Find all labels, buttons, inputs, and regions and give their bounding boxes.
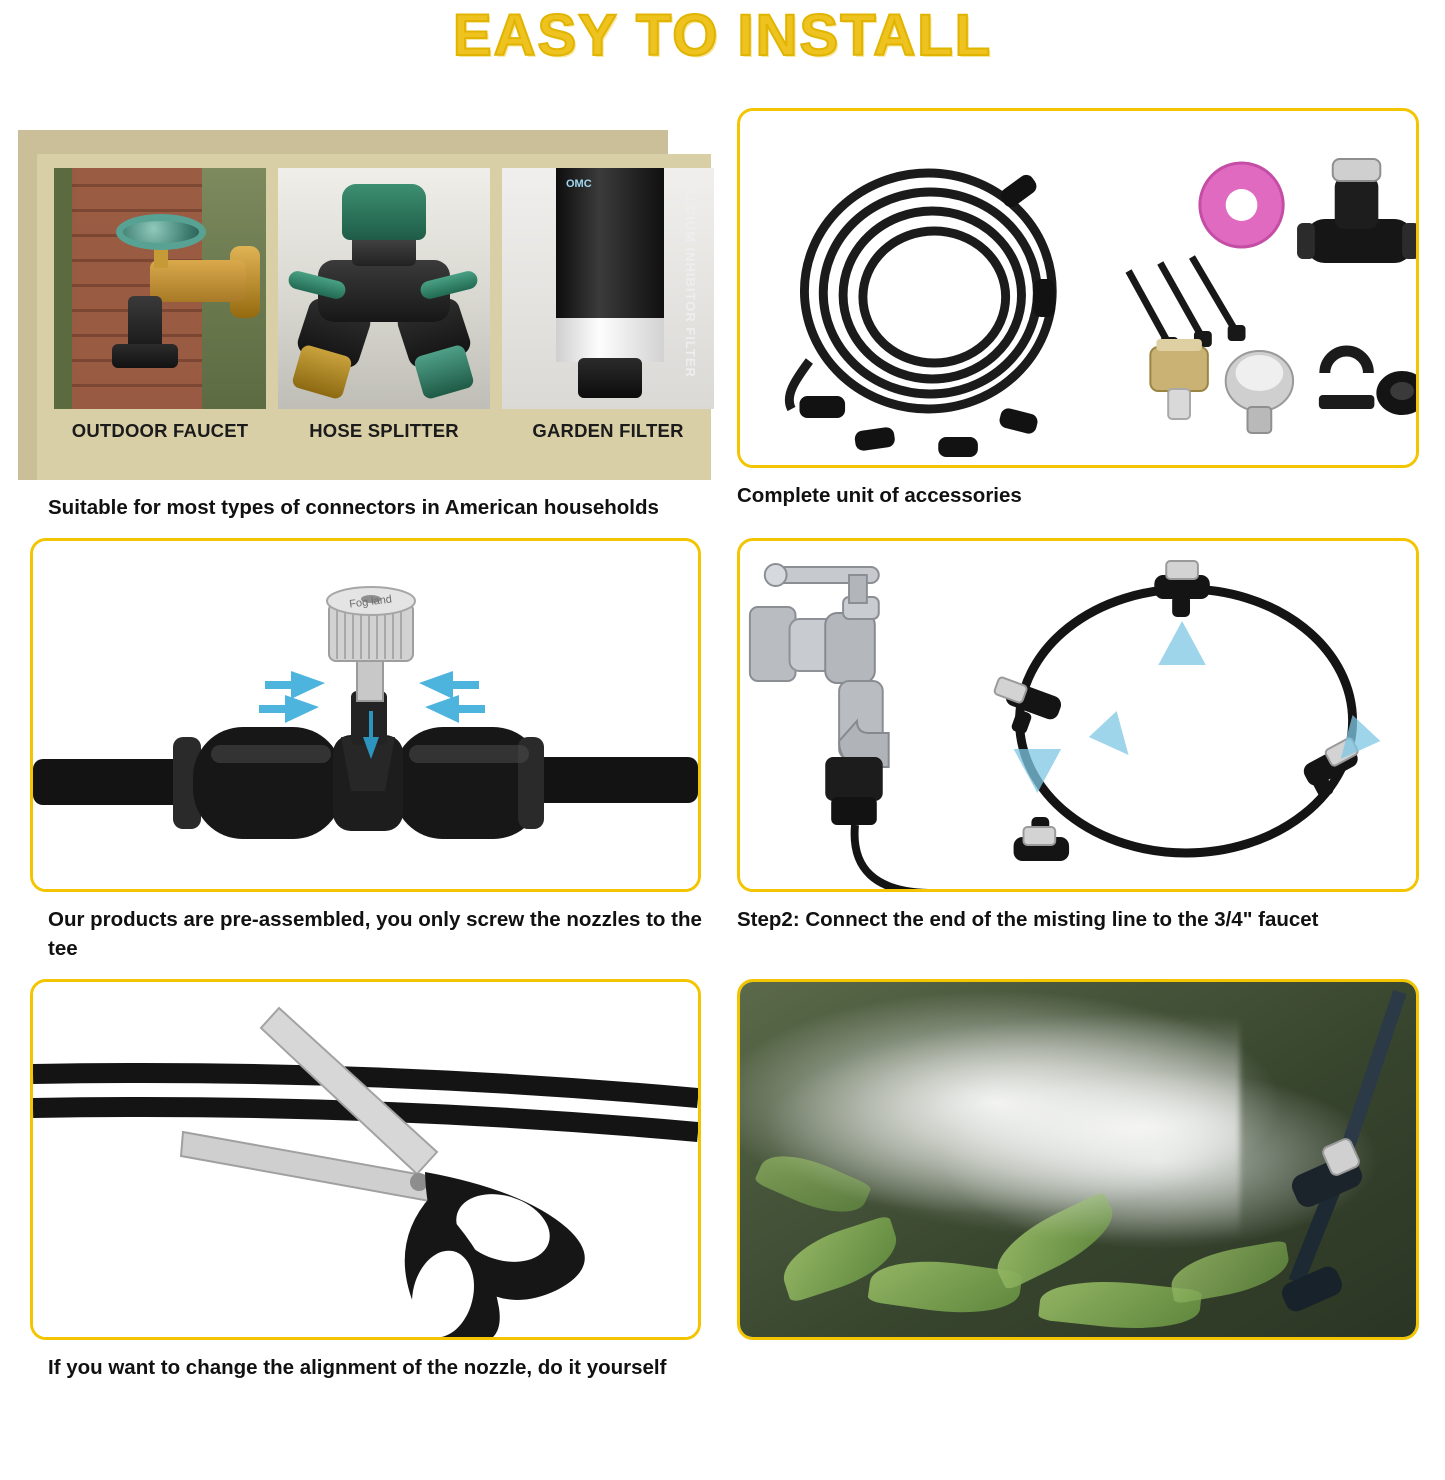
panel-row-3 [0, 979, 1445, 1382]
label-hose-splitter: HOSE SPLITTER [309, 420, 459, 441]
accessories-frame [737, 108, 1419, 468]
page-title: EASY TO INSTALL [452, 3, 993, 68]
caption-connect-faucet: Step2: Connect the end of the misting line to the 3/4" faucet [737, 908, 1319, 932]
tee-frame [30, 538, 701, 892]
label-outdoor-faucet: OUTDOOR FAUCET [71, 420, 249, 441]
panel-row-1 [0, 108, 1445, 522]
panel-grid [0, 108, 1445, 1382]
caption-cut-line: If you want to change the alignment of the nozzle, do it yourself [48, 1356, 667, 1380]
svg-text:Fog land: Fog land [348, 593, 393, 611]
caption-connectors: Suitable for most types of connectors in American households [48, 496, 659, 519]
accessories-illustration [740, 111, 1416, 465]
panel-tee [0, 538, 723, 963]
tee-illustration [33, 541, 698, 889]
mist-spray [760, 1012, 1240, 1242]
connector-thumbnails [54, 168, 714, 409]
connector-labels [54, 420, 714, 442]
panel-misting-photo [723, 979, 1445, 1382]
panel-cut-line [0, 979, 723, 1382]
panel-row-2 [0, 538, 1445, 963]
misting-photo-frame [737, 979, 1419, 1340]
outdoor-faucet-photo [54, 168, 266, 409]
filter-label-text: CALCIUM INHIBITOR FILTER [683, 176, 698, 378]
hose-splitter-photo [278, 168, 490, 409]
cut-line-frame [30, 979, 701, 1340]
panel-connectors [0, 108, 723, 522]
caption-accessories: Complete unit of accessories [737, 484, 1022, 507]
caption-tee: Our products are pre-assembled, you only screw the nozzles to the tee [48, 908, 702, 961]
nozzle-and-hose [1186, 982, 1416, 1337]
connectors-collage [18, 108, 707, 480]
cut-line-illustration [33, 982, 698, 1337]
panel-connect-faucet [723, 538, 1445, 963]
filter-brand-text: OMC [566, 178, 592, 190]
connect-faucet-frame [737, 538, 1419, 892]
panel-accessories [723, 108, 1445, 522]
label-garden-filter: GARDEN FILTER [532, 420, 684, 441]
garden-filter-photo [502, 168, 714, 409]
connect-faucet-illustration [740, 541, 1416, 889]
